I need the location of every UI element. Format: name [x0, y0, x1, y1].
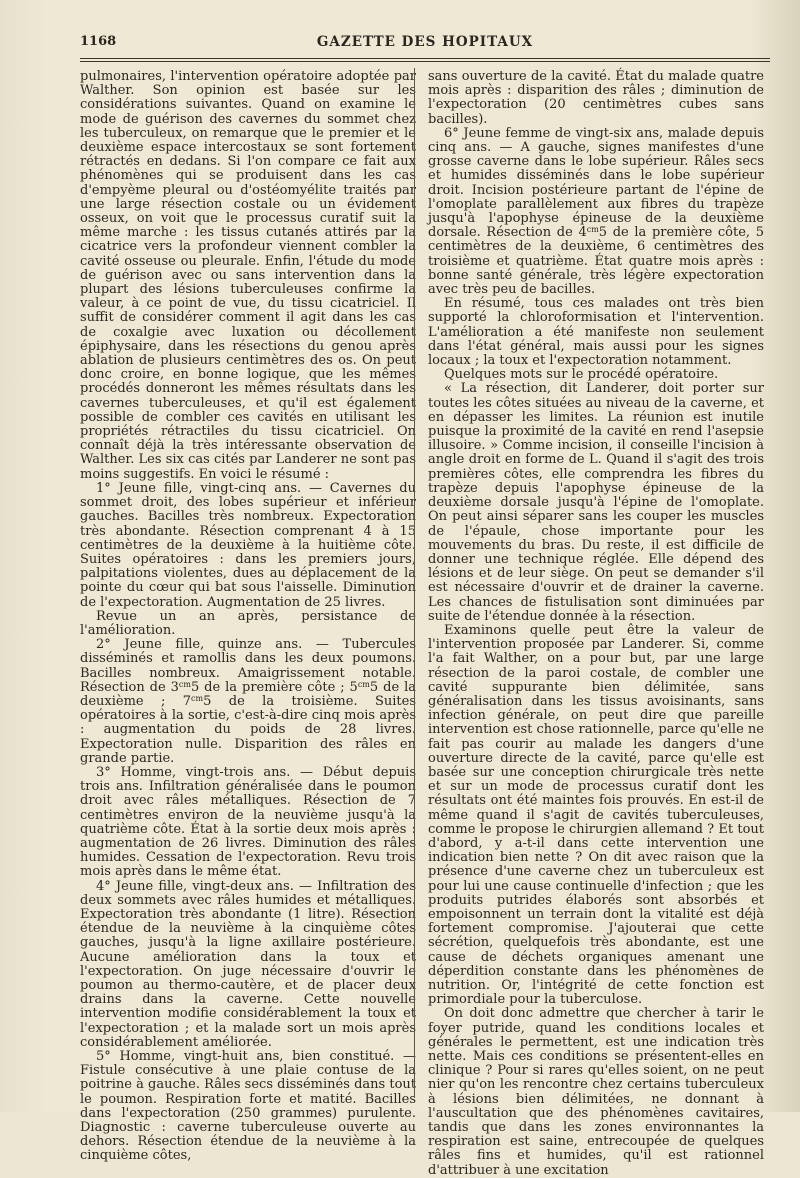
paragraph: On doit donc admettre que chercher à tarir le foyer putride, quand les conditions locales et générales le permettent, est une indication très nette. Mais ces conditions se présentent-elles en clinique ? Pour si rares qu'elles soient, on ne peut nier qu'on les rencontre chez certains tuberculeux à lésions bien délimitées, ne donnant à l'auscultation que des phénomènes cavitaires, tandis que dans les zones environnantes la respiration est saine, entrecoupée de quelques râles fins et humides, qu'il est rationnel d'attribuer à une excitation — [428, 1006, 764, 1178]
left-column — [80, 70, 416, 1164]
paragraph: 3° Homme, vingt-trois ans. — Début depuis trois ans. Infiltration généralisée dans le poumon droit avec râles métalliques. Résection de 7 centimètres environ de la neuvième jusqu'à la quatrième côte. État à la sortie deux mois après : augmentation de 26 livres. Diminution des râles humides. Cessation de l'expectoration. Revu trois mois après dans le même état. — [80, 764, 416, 880]
paragraph: 5° Homme, vingt-huit ans, bien constitué. — Fistule consécutive à une plaie contuse de la poitrine à gauche. Râles secs disséminés dans tout le poumon. Respiration forte et matité. Bacilles dans l'expectoration (250 grammes) purulente. Diagnostic : caverne tuberculeuse ouverte au dehors. Résection étendue de la neuvième à la cinquième côtes, — [80, 1049, 416, 1164]
paragraph: 6° Jeune femme de vingt-six ans, malade depuis cinq ans. — A gauche, signes manifestes d'une grosse caverne dans le lobe supérieur. Râles secs et humides disséminés dans le lobe supérieur droit. Incision postérieure partant de l'épine de l'omoplate parallèlement aux fibres du trapèze jusqu'à l'apophyse épineuse de la deuxième dorsale. Résection de $4^{cm}5$ de la première côte, 5 centimètres de la deuxième, 6 centimètres des troisième et quatrième. État quatre mois après : bonne santé générale, très légère expectoration avec très peu de bacilles. — [428, 125, 764, 298]
column-divider — [414, 68, 415, 1098]
header-rule — [80, 58, 770, 59]
paragraph: En résumé, tous ces malades ont très bien supporté la chloroformisation et l'intervention. L'amélioration a été manifeste non seulement dans l'état général, mais aussi pour les signes locaux ; la toux et l'expectoration notamment. — [428, 296, 764, 369]
paragraph: 2° Jeune fille, quinze ans. — Tubercules disséminés et ramollis dans les deux poumons. Bacilles nombreux. Amaigrissement notable. Résection de $3^{cm}5$ de la première côte ; $5^{cm}5$ de la deuxième ; $7^{cm}5$ de la troisième. Suites opératoires à la sortie, c'est-à-dire cinq mois après : augmentation du poids de 28 livres. Expectoration nulle. Disparition des râles en grande partie. — [80, 637, 416, 766]
right-column — [428, 70, 764, 1178]
paragraph: 4° Jeune fille, vingt-deux ans. — Infiltration des deux sommets avec râles humides et métalliques. Expectoration très abondante (1 litre). Résection étendue de la neuvième à la cinquième côtes gauches, jusqu'à la ligne axillaire postérieure. Aucune amélioration dans la toux et l'expectoration. On juge nécessaire d'ouvrir le poumon au thermo-cautère, et de placer deux drains dans la caverne. Cette nouvelle intervention modifie considérablement la toux et l'expectoration ; et la malade sort un mois après considérablement améliorée. — [80, 878, 416, 1050]
journal-title: GAZETTE DES HOPITAUX — [316, 34, 534, 50]
page-header — [80, 34, 770, 56]
paragraph: Examinons quelle peut être la valeur de l'intervention proposée par Landerer. Si, comme l'a fait Walther, on a pour but, par une large résection de la paroi costale, de combler une cavité suppurante bien délimitée, sans généralisation dans les tissus avoisinants, sans infection générale, on peut dire que pareille intervention est chose rationnelle, parce qu'elle ne fait pas courir au malade les dangers d'une ouverture directe de la cavité, parce qu'elle est basée sur une conception chirurgicale très nette et sur un mode de processus curatif dont les résultats ont été maintes fois prouvés. En est-il de même quand il s'agit de cavités tuberculeuses, comme le propose le chirurgien allemand ? Et tout d'abord, y a-t-il dans cette intervention une indication bien nette ? On dit avec raison que la présence d'une caverne chez un tuberculeux est pour lui une cause continuelle d'infection ; que les produits putrides élaborés sont absorbés et empoisonnent un terrain dont la vitalité est déjà fortement compromise. J'ajouterai que cette sécrétion, quelquefois très abondante, est une cause de déchets organiques amenant une déperdition constante dans les phénomènes de nutrition. Or, l'intégrité de cette fonction est primordiale pour la tuberculose. — [428, 622, 764, 1008]
paragraph: Revue un an après, persistance de l'amélioration. — [80, 608, 416, 638]
paragraph: « La résection, dit Landerer, doit porter sur toutes les côtes situées au niveau de la caverne, et en dépasser les limites. La réunion est inutile puisque la proximité de la cavité en rend l'asepsie illusoire. » Comme incision, il conseille l'incision à angle droit en forme de L. Quand il s'agit des trois premières côtes, elle comprendra les fibres du trapèze depuis l'apophyse épineuse de la deuxième dorsale jusqu'à l'épine de l'omoplate. On peut ainsi séparer sans les couper les muscles de l'épaule, chose importante pour les mouvements du bras. Du reste, il est difficile de donner une technique réglée. Elle dépend des lésions et de leur siège. On peut se demander s'il est nécessaire d'ouvrir et de drainer la caverne. Les chances de fistulisation sont diminuées par suite de l'étendue donnée à la résection. — [428, 381, 764, 624]
header-rule-double — [80, 61, 770, 62]
paragraph: 1° Jeune fille, vingt-cinq ans. — Cavernes du sommet droit, des lobes supérieur et inférieur gauches. Bacilles très nombreux. Expectoration très abondante. Résection comprenant 4 à 15 centimètres de la deuxième à la huitième côte. Suites opératoires : dans les premiers jours, palpitations violentes, dues au déplacement de la pointe du cœur qui bat sous l'aisselle. Diminution de l'expectoration. Augmentation de 25 livres. — [80, 480, 416, 610]
page-number: 1168 — [80, 34, 117, 49]
paragraph: sans ouverture de la cavité. État du malade quatre mois après : disparition des râles ; diminution de l'expectoration (20 centimètres cubes sans bacilles). — [428, 69, 764, 127]
paragraph: pulmonaires, l'intervention opératoire adoptée par Walther. Son opinion est basée sur les considérations suivantes. Quand on examine le mode de guérison des cavernes du sommet chez les tuberculeux, on remarque que le premier et le deuxième espace intercostaux se sont fortement rétractés en dedans. Si l'on compare ce fait aux phénomènes qui se produisent dans les cas d'empyème pleural ou d'ostéomyélite traités par une large résection costale ou un évidement osseux, on voit que le processus curatif suit la même marche : les tissus cutanés attirés par la cicatrice vers la profondeur viennent combler la cavité osseuse ou pleurale. Enfin, l'étude du mode de guérison avec ou sans intervention dans la plupart des lésions tuberculeuses confirme la valeur, à ce point de vue, du tissu cicatriciel. Il suffit de considérer comment il agit dans les cas de coxalgie avec luxation ou décollement épiphysaire, dans les résections du genou après ablation de plusieurs centimètres des os. On peut donc croire, en bonne logique, que les mêmes procédés donneront les mêmes résultats dans les cavernes tuberculeuses, et qu'il est également possible de combler ces cavités en utilisant les propriétés rétractiles du tissu cicatriciel. On connaît déjà la très intéressante observation de Walther. Les six cas cités par Landerer ne sont pas moins suggestifs. En voici le résumé : — [80, 69, 416, 482]
paragraph: Quelques mots sur le procédé opératoire. — [444, 367, 719, 383]
